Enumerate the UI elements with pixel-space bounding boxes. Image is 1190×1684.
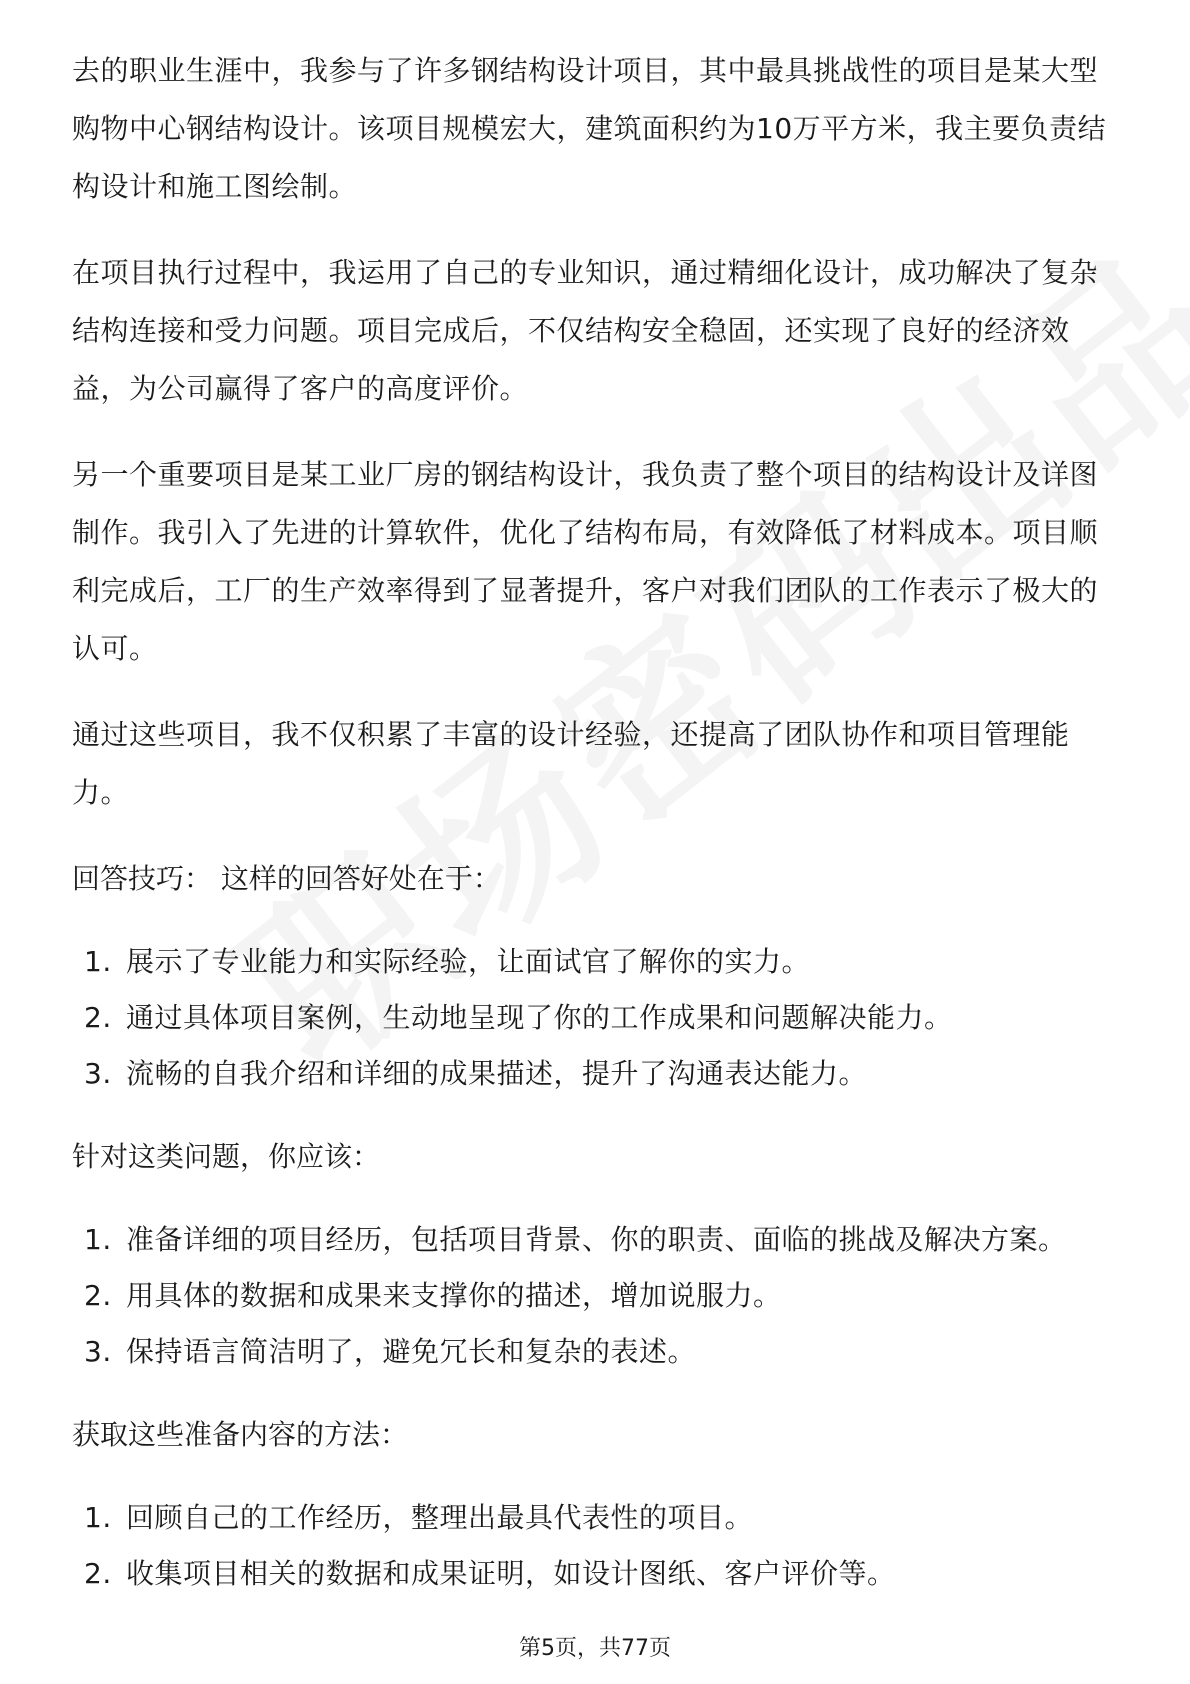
list-item-text: 收集项目相关的数据和成果证明，如设计图纸、客户评价等。: [126, 1557, 896, 1590]
list-item-text: 展示了专业能力和实际经验，让面试官了解你的实力。: [126, 945, 811, 978]
page-number: 第5页，共77页: [519, 1636, 671, 1661]
list-item-text: 准备详细的项目经历，包括项目背景、你的职责、面临的挑战及解决方案。: [126, 1223, 1067, 1256]
list-item-text: 保持语言简洁明了，避免冗长和复杂的表述。: [126, 1335, 697, 1368]
list-item: [72, 1046, 1122, 1102]
list-item: [72, 1546, 1122, 1602]
list-item-text: 回顾自己的工作经历，整理出最具代表性的项目。: [126, 1501, 754, 1534]
list-item-number: 1.: [84, 1501, 112, 1534]
list-item-number: 1.: [84, 1223, 112, 1256]
document-body: [72, 42, 1122, 1628]
tips-heading: 回答技巧： 这样的回答好处在于：: [72, 862, 501, 895]
paragraph-project-execution: 在项目执行过程中，我运用了自己的专业知识，通过精细化设计，成功解决了复杂结构连接和受力问题。项目完成后，不仅结构安全稳固，还实现了良好的经济效益，为公司赢得了客户的高度评价。: [72, 256, 1099, 405]
list-item-number: 3.: [84, 1335, 112, 1368]
list-item-number: 1.: [84, 945, 112, 978]
list-item-number: 3.: [84, 1057, 112, 1090]
tips-list: [72, 934, 1122, 1102]
list-item-number: 2.: [84, 1557, 112, 1590]
methods-list: [72, 1490, 1122, 1602]
paragraph-factory-project: 另一个重要项目是某工业厂房的钢结构设计，我负责了整个项目的结构设计及详图制作。我引入了先进的计算软件，优化了结构布局，有效降低了材料成本。项目顺利完成后，工厂的生产效率得到了显著提升，客户对我们团队的工作表示了极大的认可。: [72, 458, 1099, 665]
list-item: [72, 1490, 1122, 1546]
list-item: [72, 990, 1122, 1046]
list-item-number: 2.: [84, 1279, 112, 1312]
paragraph-summary: 通过这些项目，我不仅积累了丰富的设计经验，还提高了团队协作和项目管理能力。: [72, 718, 1070, 809]
list-item-text: 流畅的自我介绍和详细的成果描述，提升了沟通表达能力。: [126, 1057, 868, 1090]
list-item: [72, 1212, 1122, 1268]
list-item-text: 通过具体项目案例，生动地呈现了你的工作成果和问题解决能力。: [126, 1001, 953, 1034]
list-item-text: 用具体的数据和成果来支撑你的描述，增加说服力。: [126, 1279, 782, 1312]
should-heading: 针对这类问题，你应该：: [72, 1140, 381, 1173]
methods-heading: 获取这些准备内容的方法：: [72, 1418, 409, 1451]
list-item: [72, 1268, 1122, 1324]
list-item-number: 2.: [84, 1001, 112, 1034]
list-item: [72, 934, 1122, 990]
paragraph-shopping-mall-project: 去的职业生涯中，我参与了许多钢结构设计项目，其中最具挑战性的项目是某大型购物中心钢结构设计。该项目规模宏大，建筑面积约为10万平方米，我主要负责结构设计和施工图绘制。: [72, 54, 1107, 203]
should-list: [72, 1212, 1122, 1380]
list-item: [72, 1324, 1122, 1380]
